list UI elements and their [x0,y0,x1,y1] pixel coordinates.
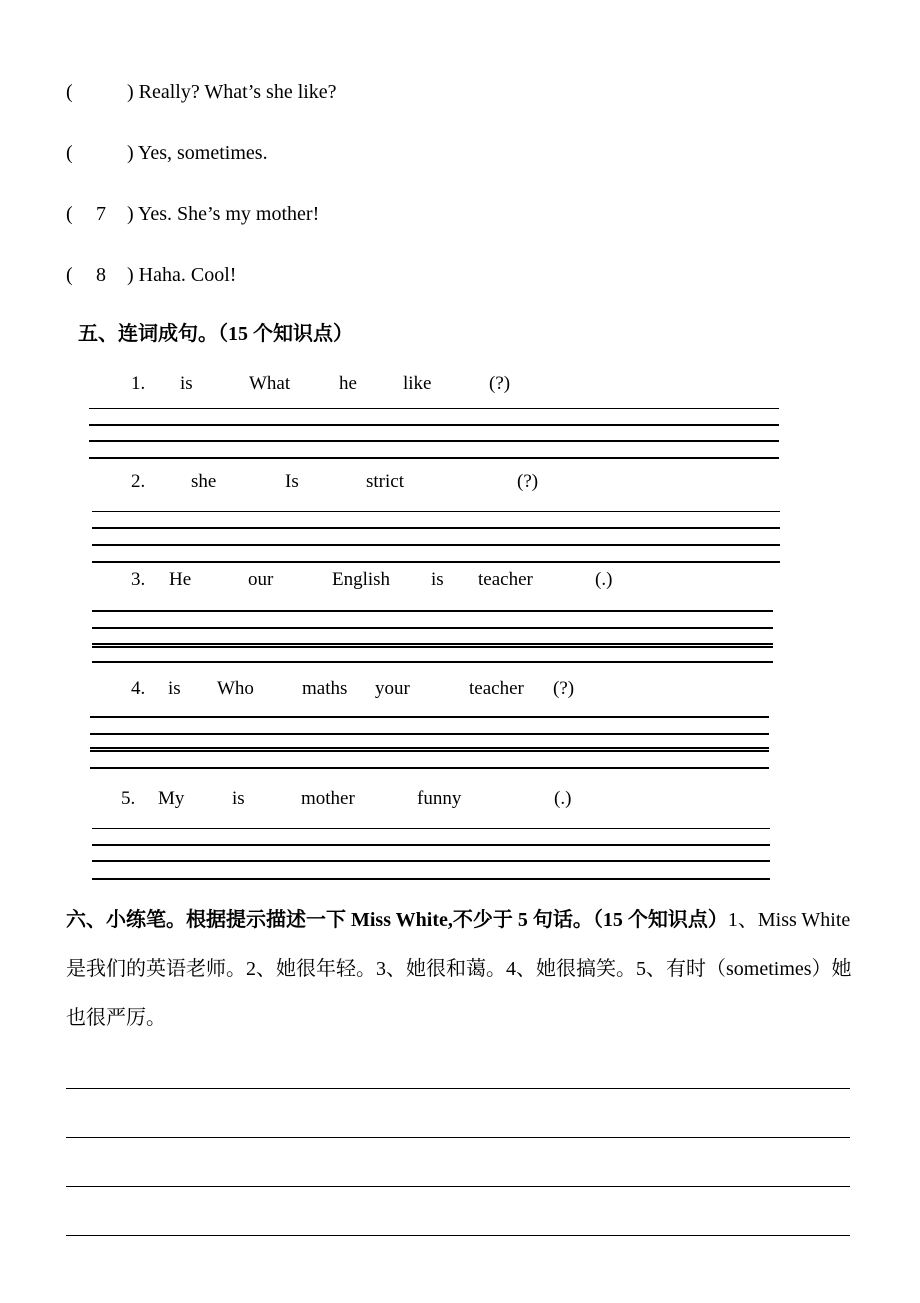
section-6-prompt: 1、Miss White 是我们的英语老师。2、她很年轻。3、她很和蔼。4、她很搞笑。5、有时（sometimes）她也很严厉。 [66,909,852,1029]
answer-line[interactable] [89,457,779,459]
item-number: 5. [121,788,136,809]
word: our [248,569,274,590]
writing-line[interactable] [66,1137,850,1138]
word: teacher [469,678,524,699]
word: your [375,678,410,699]
writing-line[interactable] [66,1088,850,1089]
answer-line[interactable] [89,408,779,409]
answer-line[interactable] [92,878,770,880]
punctuation: (?) [517,471,539,492]
item-number: 1. [131,373,146,394]
answer-line[interactable] [92,527,780,529]
word: mother [301,788,355,809]
answer-line[interactable] [92,544,780,546]
word: What [249,373,291,394]
section-5-heading: 五、连词成句。（15 个知识点） [78,323,353,345]
punctuation: (?) [553,678,575,699]
answer-line[interactable] [92,610,773,612]
answer-line[interactable] [90,716,769,718]
answer-line[interactable] [92,646,773,648]
word: he [339,373,357,394]
word: is [180,373,193,394]
answer-blank[interactable]: 8 [96,264,106,286]
item-number: 4. [131,678,146,699]
answer-line[interactable] [90,747,769,749]
writing-line[interactable] [66,1235,850,1236]
answer-line[interactable] [90,733,769,735]
dialogue-text: ) Yes. She’s my mother! [127,203,320,225]
word: is [168,678,181,699]
open-paren: ( [66,203,73,225]
answer-line[interactable] [92,643,773,645]
word: My [158,788,185,809]
word: like [403,373,432,394]
word: teacher [478,569,533,590]
word: funny [417,788,462,809]
word: strict [366,471,404,492]
answer-line[interactable] [89,424,779,426]
item-number: 3. [131,569,146,590]
answer-line[interactable] [92,828,770,829]
item-number: 2. [131,471,146,492]
answer-line[interactable] [90,750,769,752]
answer-line[interactable] [92,844,770,846]
word: Is [285,471,299,492]
answer-line[interactable] [92,661,773,663]
dialogue-text: ) Haha. Cool! [127,264,237,286]
word: English [332,569,391,590]
punctuation: (?) [489,373,511,394]
open-paren: ( [66,142,73,164]
word: maths [302,678,348,699]
section-6-text [66,896,856,1043]
word: is [431,569,444,590]
answer-line[interactable] [92,860,770,862]
word: Who [217,678,254,699]
answer-line[interactable] [92,561,780,563]
punctuation: (.) [595,569,613,590]
word: she [191,471,217,492]
answer-line[interactable] [92,627,773,629]
answer-blank[interactable]: 7 [96,203,106,225]
open-paren: ( [66,81,73,103]
writing-line[interactable] [66,1186,850,1187]
dialogue-text: ) Really? What’s she like? [127,81,337,103]
punctuation: (.) [554,788,572,809]
answer-line[interactable] [90,767,769,769]
answer-line[interactable] [89,440,779,442]
open-paren: ( [66,264,73,286]
answer-line[interactable] [92,511,780,512]
word: is [232,788,245,809]
section-6-heading: 六、小练笔。根据提示描述一下 Miss White,不少于 5 句话。（15 个知识点） [66,909,728,931]
dialogue-text: ) Yes, sometimes. [127,142,268,164]
word: He [169,569,192,590]
